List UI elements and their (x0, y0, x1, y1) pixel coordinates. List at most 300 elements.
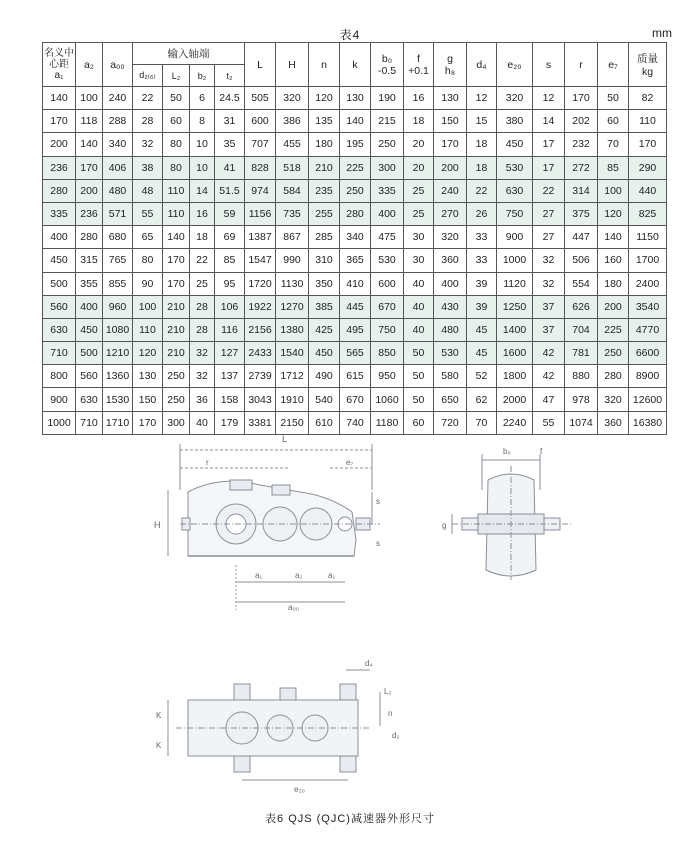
table-cell: 710 (43, 342, 76, 365)
header-L2: L₂ (163, 65, 190, 87)
table-cell: 1530 (103, 388, 133, 411)
table-cell: 170 (43, 110, 76, 133)
table-cell: 400 (434, 272, 467, 295)
table-cell: 200 (43, 133, 76, 156)
table-cell: 670 (371, 295, 404, 318)
table-cell: 2156 (245, 318, 276, 341)
table-cell: 626 (565, 295, 598, 318)
table-cell: 300 (163, 411, 190, 434)
table-cell: 65 (133, 226, 163, 249)
table-cell: 140 (598, 226, 629, 249)
table-cell: 180 (309, 133, 340, 156)
table-cell: 20 (404, 133, 434, 156)
table-cell: 340 (103, 133, 133, 156)
table-cell: 1710 (103, 411, 133, 434)
table-cell: 580 (434, 365, 467, 388)
table-cell: 765 (103, 249, 133, 272)
table-cell: 42 (533, 342, 565, 365)
table-cell: 85 (215, 249, 245, 272)
label-s-bottom: s (376, 539, 380, 548)
table-cell: 380 (497, 110, 533, 133)
label-k-top: K (156, 711, 162, 720)
label-f: f (540, 447, 543, 456)
table-cell: 1547 (245, 249, 276, 272)
table-cell: 2150 (276, 411, 309, 434)
table-cell: 1800 (497, 365, 533, 388)
table-cell: 400 (43, 226, 76, 249)
table-cell: 14 (533, 110, 565, 133)
table-cell: 1156 (245, 202, 276, 225)
table-row (43, 87, 667, 110)
table-cell: 290 (629, 156, 667, 179)
table-cell: 960 (103, 295, 133, 318)
table-cell: 120 (598, 202, 629, 225)
table-cell: 584 (276, 179, 309, 202)
table-cell: 320 (276, 87, 309, 110)
table-cell: 670 (340, 388, 371, 411)
table-cell: 120 (133, 342, 163, 365)
table-cell: 1000 (497, 249, 533, 272)
table-cell: 480 (103, 179, 133, 202)
table-cell: 150 (434, 110, 467, 133)
table-row (43, 365, 667, 388)
table-cell: 127 (215, 342, 245, 365)
header-b0: b₀ -0.5 (371, 43, 404, 87)
table-cell: 200 (598, 295, 629, 318)
table-cell: 750 (497, 202, 533, 225)
table-row (43, 179, 667, 202)
table-cell: 51.5 (215, 179, 245, 202)
table-cell: 6600 (629, 342, 667, 365)
table-row (43, 272, 667, 295)
table-cell: 28 (190, 318, 215, 341)
table-cell: 15 (467, 110, 497, 133)
table-cell: 1380 (276, 318, 309, 341)
table-cell: 500 (43, 272, 76, 295)
label-a1-second: a₁ (328, 571, 336, 580)
table-cell: 170 (133, 411, 163, 434)
table-cell: 750 (371, 318, 404, 341)
reducer-drawings (0, 430, 700, 810)
table-cell: 400 (371, 202, 404, 225)
table-cell: 250 (163, 388, 190, 411)
table-cell: 100 (133, 295, 163, 318)
table-cell: 50 (598, 87, 629, 110)
table-cell: 480 (434, 318, 467, 341)
header-center-distance: 名义中 心距 a₁ (43, 43, 76, 87)
table-cell: 490 (309, 365, 340, 388)
table-cell: 170 (163, 249, 190, 272)
dimension-table (42, 42, 667, 435)
table-cell: 880 (565, 365, 598, 388)
table-row (43, 110, 667, 133)
table-cell: 3381 (245, 411, 276, 434)
table-cell: 27 (533, 226, 565, 249)
header-a2: a₂ (76, 43, 103, 87)
table-cell: 335 (371, 179, 404, 202)
table-cell: 10 (190, 156, 215, 179)
table-cell: 506 (565, 249, 598, 272)
table-row (43, 156, 667, 179)
table-cell: 60 (598, 110, 629, 133)
table-cell: 210 (163, 295, 190, 318)
table-cell: 850 (371, 342, 404, 365)
table-cell: 1270 (276, 295, 309, 318)
table-cell: 22 (467, 179, 497, 202)
table-cell: 340 (340, 226, 371, 249)
table-cell: 32 (533, 272, 565, 295)
table-cell: 500 (76, 342, 103, 365)
table-cell: 704 (565, 318, 598, 341)
table-cell: 140 (163, 226, 190, 249)
table-cell: 14 (190, 179, 215, 202)
table-cell: 22 (190, 249, 215, 272)
table-cell: 36 (190, 388, 215, 411)
table-cell: 1130 (276, 272, 309, 295)
header-H: H (276, 43, 309, 87)
table-cell: 270 (434, 202, 467, 225)
table-cell: 1540 (276, 342, 309, 365)
table-row (43, 133, 667, 156)
table-cell: 240 (103, 87, 133, 110)
table-cell: 250 (340, 179, 371, 202)
table-cell: 47 (533, 388, 565, 411)
table-cell: 50 (404, 365, 434, 388)
table-cell: 360 (598, 411, 629, 434)
table-cell: 158 (215, 388, 245, 411)
label-n: n (388, 709, 393, 718)
table-cell: 800 (43, 365, 76, 388)
table-cell: 828 (245, 156, 276, 179)
table-cell: 385 (309, 295, 340, 318)
table-cell: 70 (467, 411, 497, 434)
table-row (43, 295, 667, 318)
table-cell: 867 (276, 226, 309, 249)
table-cell: 137 (215, 365, 245, 388)
table-cell: 18 (467, 133, 497, 156)
table-cell: 90 (133, 272, 163, 295)
table-cell: 1712 (276, 365, 309, 388)
table-cell: 30 (404, 249, 434, 272)
table-cell: 450 (309, 342, 340, 365)
table-cell: 39 (467, 272, 497, 295)
table-cell: 82 (629, 87, 667, 110)
table-cell: 781 (565, 342, 598, 365)
table-cell: 650 (434, 388, 467, 411)
table-cell: 386 (276, 110, 309, 133)
table-cell: 130 (340, 87, 371, 110)
table-cell: 225 (598, 318, 629, 341)
table-cell: 110 (629, 110, 667, 133)
table-cell: 630 (497, 179, 533, 202)
table-cell: 195 (340, 133, 371, 156)
table-cell: 1060 (371, 388, 404, 411)
table-cell: 37 (533, 318, 565, 341)
table-unit: mm (652, 26, 672, 40)
table-cell: 425 (309, 318, 340, 341)
table-cell: 1150 (629, 226, 667, 249)
table-cell: 974 (245, 179, 276, 202)
table-cell: 288 (103, 110, 133, 133)
table-cell: 62 (467, 388, 497, 411)
table-cell: 280 (76, 226, 103, 249)
table-cell: 560 (76, 365, 103, 388)
table-cell: 35 (215, 133, 245, 156)
table-cell: 440 (629, 179, 667, 202)
table-cell: 110 (163, 179, 190, 202)
table-cell: 95 (215, 272, 245, 295)
table-cell: 45 (467, 318, 497, 341)
table-cell: 16380 (629, 411, 667, 434)
table-cell: 170 (76, 156, 103, 179)
table-cell: 495 (340, 318, 371, 341)
table-cell: 42 (533, 365, 565, 388)
table-cell: 1120 (497, 272, 533, 295)
table-cell: 630 (76, 388, 103, 411)
table-cell: 571 (103, 202, 133, 225)
table-cell: 85 (598, 156, 629, 179)
table-cell: 450 (76, 318, 103, 341)
table-cell: 60 (163, 110, 190, 133)
table-cell: 60 (404, 411, 434, 434)
table-cell: 16 (404, 87, 434, 110)
table-cell: 150 (133, 388, 163, 411)
table-cell: 2433 (245, 342, 276, 365)
table-cell: 240 (434, 179, 467, 202)
side-view-drawing (452, 454, 572, 580)
table-cell: 170 (629, 133, 667, 156)
table-cell: 300 (371, 156, 404, 179)
table-cell: 50 (163, 87, 190, 110)
table-cell: 180 (598, 272, 629, 295)
table-cell: 360 (434, 249, 467, 272)
table-cell: 1000 (43, 411, 76, 434)
header-a00: a₀₀ (103, 43, 133, 87)
table-cell: 710 (76, 411, 103, 434)
label-d2: d₂ (392, 731, 400, 740)
header-r: r (565, 43, 598, 87)
table-cell: 735 (276, 202, 309, 225)
table-cell: 530 (371, 249, 404, 272)
header-input-shaft: 输入轴端 (133, 43, 245, 65)
table-cell: 365 (340, 249, 371, 272)
header-n: n (309, 43, 340, 87)
table-cell: 450 (497, 133, 533, 156)
table-cell: 855 (103, 272, 133, 295)
table-cell: 38 (133, 156, 163, 179)
table-cell: 30 (404, 226, 434, 249)
table-cell: 33 (467, 249, 497, 272)
table-cell: 600 (371, 272, 404, 295)
table-cell: 518 (276, 156, 309, 179)
table-cell: 16 (190, 202, 215, 225)
table-cell: 314 (565, 179, 598, 202)
label-a1: a₁ (255, 571, 263, 580)
table-cell: 27 (533, 202, 565, 225)
table-cell: 106 (215, 295, 245, 318)
table-cell: 615 (340, 365, 371, 388)
table-cell: 190 (371, 87, 404, 110)
label-s-top: s (376, 497, 380, 506)
table-cell: 950 (371, 365, 404, 388)
table-cell: 25 (190, 272, 215, 295)
table-cell: 202 (565, 110, 598, 133)
table-cell: 1400 (497, 318, 533, 341)
table-cell: 6 (190, 87, 215, 110)
table-row (43, 388, 667, 411)
header-e20: e₂₀ (497, 43, 533, 87)
table-cell: 130 (434, 87, 467, 110)
table-cell: 236 (43, 156, 76, 179)
table-cell: 2000 (497, 388, 533, 411)
table-cell: 350 (309, 272, 340, 295)
label-e7: e₇ (346, 458, 354, 467)
table-cell: 8 (190, 110, 215, 133)
table-cell: 320 (497, 87, 533, 110)
table-cell: 447 (565, 226, 598, 249)
table-cell: 26 (467, 202, 497, 225)
table-cell: 1720 (245, 272, 276, 295)
table-cell: 600 (245, 110, 276, 133)
label-a2: a₂ (295, 571, 303, 580)
table-cell: 1910 (276, 388, 309, 411)
table-cell: 55 (133, 202, 163, 225)
table-cell: 10 (190, 133, 215, 156)
table-cell: 320 (434, 226, 467, 249)
label-b0: b₀ (503, 447, 511, 456)
table-cell: 375 (565, 202, 598, 225)
table-cell: 18 (404, 110, 434, 133)
table-cell: 450 (43, 249, 76, 272)
table-cell: 140 (76, 133, 103, 156)
table-cell: 250 (598, 342, 629, 365)
table-cell: 900 (43, 388, 76, 411)
table-cell: 320 (598, 388, 629, 411)
table-cell: 232 (565, 133, 598, 156)
table-cell: 118 (76, 110, 103, 133)
table-cell: 272 (565, 156, 598, 179)
table-cell: 3043 (245, 388, 276, 411)
table-cell: 33 (467, 226, 497, 249)
table-cell: 3540 (629, 295, 667, 318)
table-cell: 315 (76, 249, 103, 272)
table-cell: 28 (190, 295, 215, 318)
table-cell: 32 (133, 133, 163, 156)
table-cell: 50 (404, 388, 434, 411)
table-cell: 680 (103, 226, 133, 249)
header-f: f +0.1 (404, 43, 434, 87)
table-cell: 280 (598, 365, 629, 388)
table-cell: 18 (190, 226, 215, 249)
table-cell: 505 (245, 87, 276, 110)
table-cell: 236 (76, 202, 103, 225)
table-body (43, 87, 667, 435)
table-cell: 32 (190, 365, 215, 388)
table-cell: 59 (215, 202, 245, 225)
table-cell: 31 (215, 110, 245, 133)
figure-caption: 表6 QJS (QJC)减速器外形尺寸 (265, 813, 435, 825)
table-cell: 40 (404, 295, 434, 318)
table-cell: 355 (76, 272, 103, 295)
table-cell: 17 (533, 156, 565, 179)
table-cell: 170 (434, 133, 467, 156)
table-cell: 2240 (497, 411, 533, 434)
table-cell: 565 (340, 342, 371, 365)
label-H: H (154, 520, 161, 530)
header-b2: b₂ (190, 65, 215, 87)
table-cell: 1387 (245, 226, 276, 249)
table-row (43, 226, 667, 249)
table-cell: 37 (533, 295, 565, 318)
table-cell: 160 (598, 249, 629, 272)
table-cell: 12 (467, 87, 497, 110)
label-a00: a₀₀ (288, 603, 300, 612)
table-cell: 17 (533, 133, 565, 156)
header-L: L (245, 43, 276, 87)
table-cell: 70 (598, 133, 629, 156)
table-row (43, 249, 667, 272)
table-cell: 69 (215, 226, 245, 249)
table-cell: 110 (163, 202, 190, 225)
label-e20: e₂₀ (294, 785, 305, 794)
table-cell: 100 (598, 179, 629, 202)
table-cell: 445 (340, 295, 371, 318)
table-cell: 825 (629, 202, 667, 225)
table-cell: 430 (434, 295, 467, 318)
front-view-drawing (168, 444, 380, 610)
table-cell: 100 (76, 87, 103, 110)
label-k-bottom: K (156, 741, 162, 750)
table-cell: 740 (340, 411, 371, 434)
label-g: g (442, 521, 447, 530)
table-cell: 200 (434, 156, 467, 179)
table-cell: 2400 (629, 272, 667, 295)
table-cell: 40 (404, 318, 434, 341)
table-cell: 1250 (497, 295, 533, 318)
table-cell: 720 (434, 411, 467, 434)
table-cell: 2739 (245, 365, 276, 388)
header-t2: t₂ (215, 65, 245, 87)
table-cell: 80 (133, 249, 163, 272)
table-cell: 120 (309, 87, 340, 110)
table-cell: 52 (467, 365, 497, 388)
table-cell: 410 (340, 272, 371, 295)
table-cell: 1210 (103, 342, 133, 365)
table-cell: 170 (565, 87, 598, 110)
table-cell: 235 (309, 179, 340, 202)
header-weight: 质量 kg (629, 43, 667, 87)
table-cell: 335 (43, 202, 76, 225)
table-cell: 32 (190, 342, 215, 365)
table-cell: 900 (497, 226, 533, 249)
table-cell: 22 (133, 87, 163, 110)
header-k: k (340, 43, 371, 87)
table-cell: 179 (215, 411, 245, 434)
table-cell: 530 (497, 156, 533, 179)
table-cell: 310 (309, 249, 340, 272)
table-cell: 1360 (103, 365, 133, 388)
table-cell: 45 (467, 342, 497, 365)
header-d: d₂₍₆₎ (133, 65, 163, 87)
label-r: r (206, 458, 209, 467)
table-cell: 22 (533, 179, 565, 202)
table-title: 表4 (339, 28, 361, 42)
table-cell: 210 (163, 318, 190, 341)
table-cell: 41 (215, 156, 245, 179)
table-cell: 4770 (629, 318, 667, 341)
table-cell: 978 (565, 388, 598, 411)
table-cell: 280 (43, 179, 76, 202)
